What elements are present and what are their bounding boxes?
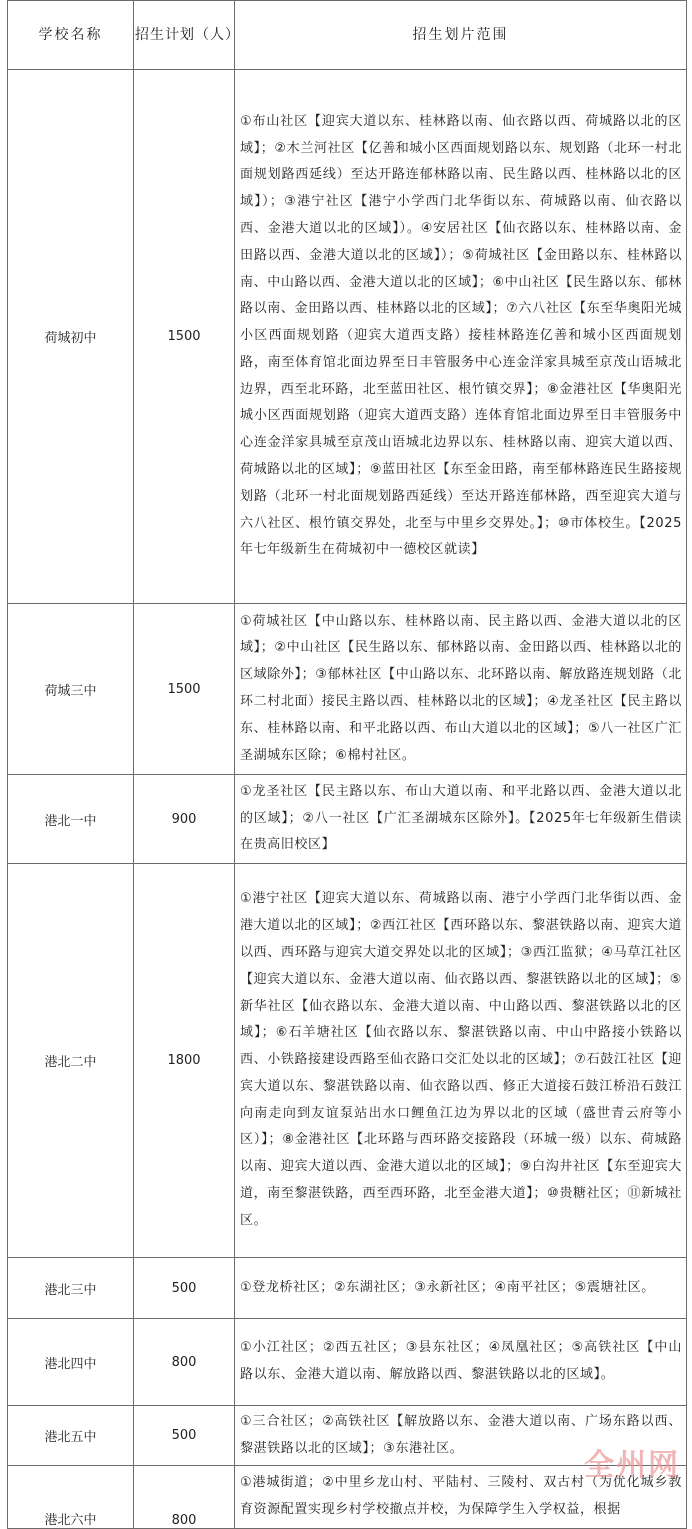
table-row bbox=[8, 1258, 687, 1319]
table-row bbox=[8, 864, 687, 1258]
school-name-cell: 港北五中 bbox=[8, 1406, 134, 1466]
range-cell: ①登龙桥社区；②东湖社区；③永新社区；④南平社区；⑤震塘社区。 bbox=[235, 1258, 687, 1319]
header-school-name: 学校名称 bbox=[8, 1, 134, 70]
range-cell: ①小江社区；②西五社区；③县东社区；④凤凰社区；⑤高铁社区【中山路以东、金港大道以南、解放路以西、黎湛铁路以北的区域】。 bbox=[235, 1319, 687, 1406]
plan-cell: 1800 bbox=[134, 864, 235, 1258]
range-cell: ①布山社区【迎宾大道以东、桂林路以南、仙衣路以西、荷城路以北的区域】；②木兰河社区【亿善和城小区西面规划路以东、规划路（北环一村北面规划路西延线）至达开路连郁林路以南、民生路以西、桂林路以北的区域】）；③港宁社区【港宁小学西门北华街以东、荷城路以南、仙衣路以西、金港大道以北的区域】）。④安居社区【仙衣路以东、桂林路以南、金田路以西、金港大道以北的区域】）；⑤荷城社区【金田路以东、桂林路以南、中山路以西、金港大道以北的区域】；⑥中山社区【民生路以东、郁林路以南、金田路以西、桂林路以北的区域】；⑦六八社区【东至华奥阳光城小区西面规划路（迎宾大道西支路）接桂林路连亿善和城小区西面规划路，南至体育馆北面边界至日丰管服务中心连金洋家具城至京茂山语城北边界，西至北环路，北至蓝田社区、根竹镇交界】；⑧金港社区【华奥阳光城小区西面规划路（迎宾大道西支路）连体育馆北面边界至日丰管服务中心连金洋家具城至京茂山语城北边界以东、桂林路以南、迎宾大道以西、荷城路以北的区域】；⑨蓝田社区【东至金田路，南至郁林路连民生路接规划路（北环一村北面规划路西延线）至达开路连郁林路，西至迎宾大道与六八社区、根竹镇交界处，北至与中里乡交界处。】；⑩市体校生。【2025年七年级新生在荷城初中一德校区就读】 bbox=[235, 70, 687, 604]
enrollment-table bbox=[7, 0, 687, 1529]
range-cell: ①荷城社区【中山路以东、桂林路以南、民主路以西、金港大道以北的区域】；②中山社区【民生路以东、郁林路以南、金田路以西、桂林路以北的区域除外】；③郁林社区【中山路以东、北环路以南、解放路连规划路（北环二村北面）接民主路以西、桂林路以北的区域】；④龙圣社区【民主路以东、桂林路以南、和平北路以西、布山大道以北的区域】；⑤八一社区广汇圣湖城东区除；⑥棉村社区。 bbox=[235, 604, 687, 775]
table-row bbox=[8, 1319, 687, 1406]
plan-cell: 500 bbox=[134, 1406, 235, 1466]
school-name-cell: 港北三中 bbox=[8, 1258, 134, 1319]
table-row bbox=[8, 604, 687, 775]
range-cell: ①三合社区；②高铁社区【解放路以东、金港大道以南、广场东路以西、黎湛铁路以北的区域】；③东港社区。 bbox=[235, 1406, 687, 1466]
school-name-cell: 港北四中 bbox=[8, 1319, 134, 1406]
plan-cell: 1500 bbox=[134, 604, 235, 775]
range-cell: ①龙圣社区【民主路以东、布山大道以南、和平北路以西、金港大道以北的区域】；②八一社区【广汇圣湖城东区除外】。【2025年七年级新生借读在贵高旧校区】 bbox=[235, 775, 687, 864]
table-row bbox=[8, 775, 687, 864]
school-name-cell: 港北一中 bbox=[8, 775, 134, 864]
header-enrollment-plan: 招生计划（人） bbox=[134, 1, 235, 70]
school-name-cell: 荷城初中 bbox=[8, 70, 134, 604]
header-enrollment-range: 招生划片范围 bbox=[235, 1, 687, 70]
school-name-cell: 港北二中 bbox=[8, 864, 134, 1258]
school-name-cell: 荷城三中 bbox=[8, 604, 134, 775]
range-cell: ①港城街道；②中里乡龙山村、平陆村、三陵村、双古村（为优化城乡教育资源配置实现乡村学校撤点并校，为保障学生入学权益，根据 bbox=[235, 1466, 687, 1529]
plan-cell: 500 bbox=[134, 1258, 235, 1319]
watermark-text: 全州网 bbox=[584, 1448, 680, 1483]
plan-cell: 900 bbox=[134, 775, 235, 864]
plan-cell: 800 bbox=[134, 1466, 235, 1529]
table-header-row bbox=[8, 1, 687, 70]
range-cell: ①港宁社区【迎宾大道以东、荷城路以南、港宁小学西门北华街以西、金港大道以北的区域】；②西江社区【西环路以东、黎湛铁路以南、迎宾大道以西、西环路与迎宾大道交界处以北的区域】；③西江监狱；④马草江社区【迎宾大道以东、金港大道以南、仙衣路以西、黎湛铁路以北的区域】；⑤新华社区【仙衣路以东、金港大道以南、中山路以西、黎湛铁路以北的区域】；⑥石羊塘社区【仙衣路以东、黎湛铁路以南、中山中路接小铁路以西、小铁路接建设西路至仙衣路口交汇处以北的区域】；⑦石鼓江社区【迎宾大道以东、黎湛铁路以南、仙衣路以西、修正大道接石鼓江桥沿石鼓江向南走向到友谊泵站出水口鲤鱼江边为界以北的区域（盛世青云府等小区）】；⑧金港社区【北环路与西环路交接路段（环城一级）以东、荷城路以南、迎宾大道以西、金港大道以北的区域】；⑨白沟井社区【东至迎宾大道，南至黎湛铁路，西至西环路，北至金港大道】；⑩贵糖社区；⑪新城社区。 bbox=[235, 864, 687, 1258]
plan-cell: 1500 bbox=[134, 70, 235, 604]
school-name-cell: 港北六中 bbox=[8, 1466, 134, 1529]
table-row bbox=[8, 70, 687, 604]
plan-cell: 800 bbox=[134, 1319, 235, 1406]
site-watermark bbox=[584, 1440, 680, 1484]
